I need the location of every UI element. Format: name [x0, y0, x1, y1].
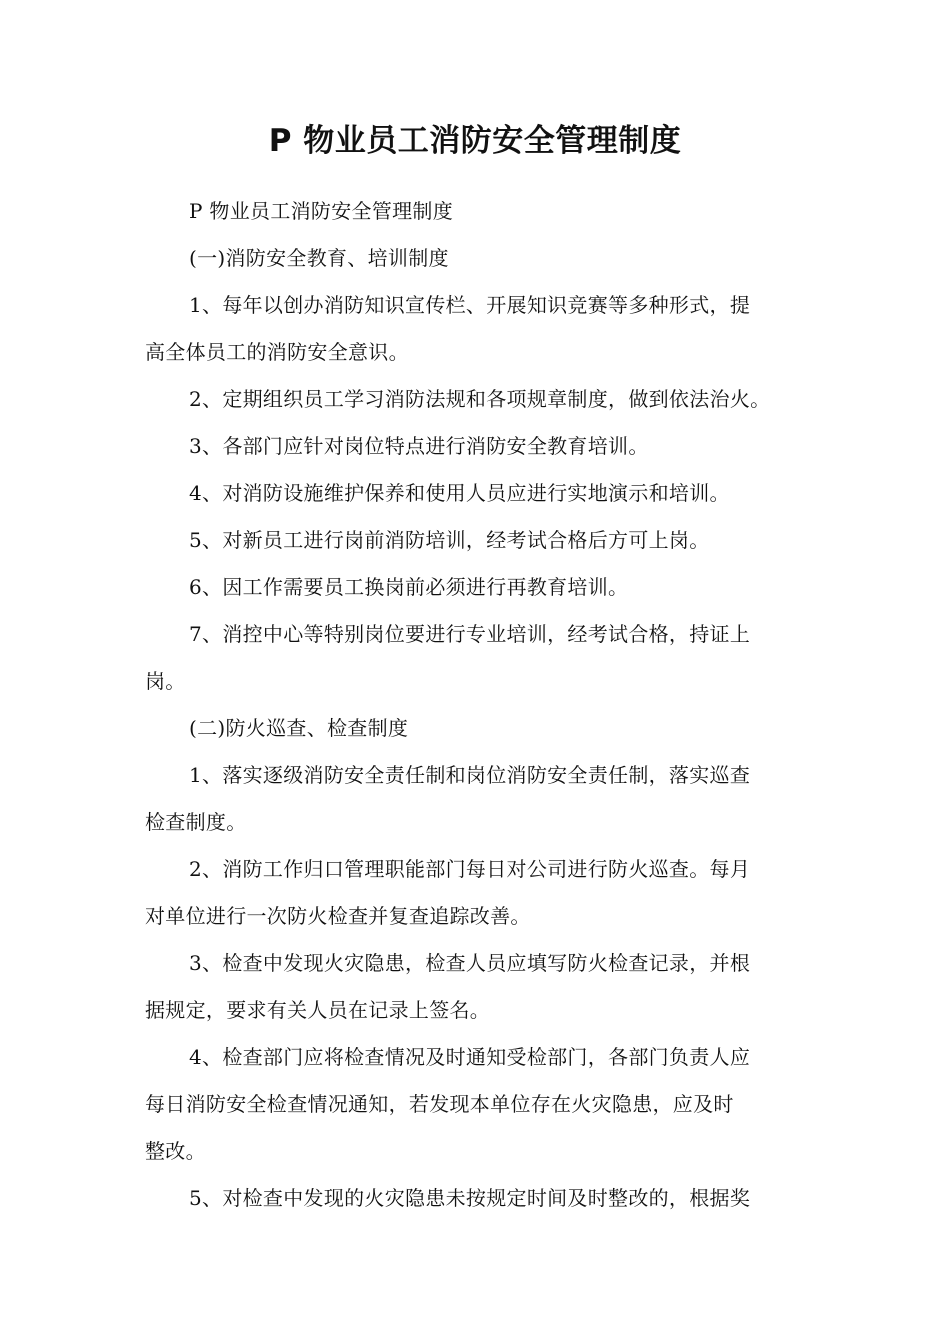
paragraph-training-1: 1、每年以创办消防知识宣传栏、开展知识竞赛等多种形式，提 高全体员工的消防安全意识。	[145, 293, 751, 364]
section-heading-inspection: (二)防火巡查、检查制度	[189, 716, 409, 740]
paragraph-training-2: 2、定期组织员工学习消防法规和各项规章制度，做到依法治火。	[189, 387, 771, 411]
document-title: P 物业员工消防安全管理制度	[268, 123, 682, 159]
section-heading-training: (一)消防安全教育、培训制度	[189, 246, 449, 270]
paragraph-subtitle: P 物业员工消防安全管理制度	[189, 199, 454, 223]
paragraph-inspection-5: 5、对检查中发现的火灾隐患未按规定时间及时整改的，根据奖	[189, 1186, 751, 1210]
paragraph-training-6: 6、因工作需要员工换岗前必须进行再教育培训。	[189, 575, 629, 599]
paragraph-training-3: 3、各部门应针对岗位特点进行消防安全教育培训。	[189, 434, 649, 458]
paragraph-training-4: 4、对消防设施维护保养和使用人员应进行实地演示和培训。	[189, 481, 730, 505]
paragraph-training-5: 5、对新员工进行岗前消防培训，经考试合格后方可上岗。	[189, 528, 710, 552]
document-body	[145, 188, 815, 1222]
paragraph-inspection-1: 1、落实逐级消防安全责任制和岗位消防安全责任制，落实巡查 检查制度。	[145, 763, 751, 834]
paragraph-inspection-3: 3、检查中发现火灾隐患，检查人员应填写防火检查记录，并根 据规定，要求有关人员在记录上签名。	[145, 951, 751, 1022]
paragraph-inspection-4: 4、检查部门应将检查情况及时通知受检部门，各部门负责人应 每日消防安全检查情况通知，若发现本单位存在火灾隐患，应及时 整改。	[145, 1045, 751, 1163]
paragraph-training-7: 7、消控中心等特别岗位要进行专业培训，经考试合格，持证上 岗。	[145, 622, 751, 693]
paragraph-inspection-2: 2、消防工作归口管理职能部门每日对公司进行防火巡查。每月 对单位进行一次防火检查并复查追踪改善。	[145, 857, 751, 928]
